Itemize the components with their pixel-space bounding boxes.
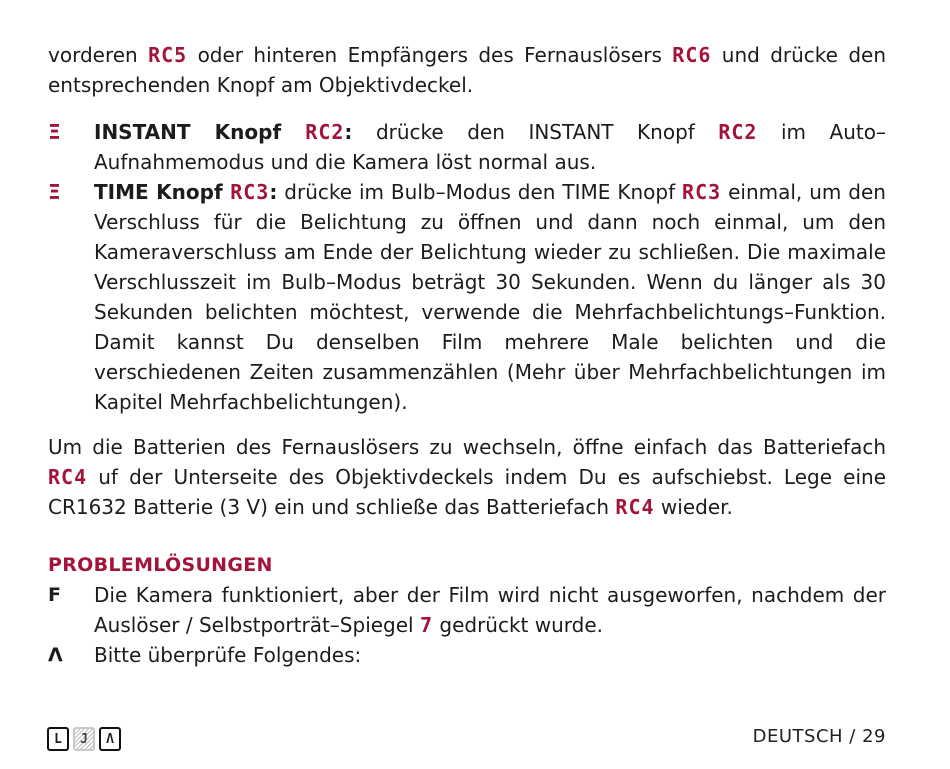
reference-marker: RC3 — [230, 180, 270, 204]
text-span: oder hinteren Empfängers des Fernauslösers — [187, 43, 673, 67]
section-heading: PROBLEMLÖSUNGEN — [48, 554, 273, 576]
logo-box-j: J — [73, 727, 95, 751]
text-span: Die Kamera funktioniert, aber der Film wird nicht ausgeworfen, nachdem der Auslöser / Selbstporträt–Spiegel — [94, 583, 886, 637]
battery-paragraph — [48, 432, 886, 522]
solution-symbol: Λ — [48, 644, 63, 666]
bullet-time — [48, 177, 886, 417]
text-span: einmal, um den Verschluss für die Belichtung zu öffnen und dann noch einmal, um den Kameraverschluss am Ende der Belichtung wieder zu schließen. Die maximale Verschlusszeit im Bulb–Modus beträgt 30 Sekunden. Wenn du länger als 30 Sekunden belichten möchtest, verwende die Mehrfachbelichtungs–Funktion. Damit kannst Du denselben Film mehrere Male belichten und die verschiedenen Zeiten zusammenzählen (Mehr über Mehrfachbelichtungen im Kapitel Mehrfachbelichtungen). — [94, 180, 886, 414]
problem-text — [94, 580, 886, 640]
text-span: drücke im Bulb–Modus den TIME Knopf — [277, 180, 683, 204]
reference-marker: RC4 — [48, 465, 88, 489]
colon: : — [269, 180, 278, 204]
manual-page — [48, 40, 886, 670]
text-span: und drücke den entsprechenden Knopf am Objektivdeckel. — [48, 43, 886, 97]
reference-marker: 7 — [419, 613, 434, 637]
bullet-icon: Ξ — [48, 120, 61, 144]
bullet-icon: Ξ — [48, 180, 61, 204]
text-span: drücke den INSTANT Knopf — [352, 120, 719, 144]
solution-item — [48, 640, 886, 670]
bullet-text — [94, 177, 886, 417]
solution-text: Bitte überprüfe Folgendes: — [94, 643, 362, 667]
text-span: Um die Batterien des Fernauslösers zu wechseln, öffne einfach das Batteriefach — [48, 435, 886, 459]
reference-marker: RC6 — [672, 43, 712, 67]
reference-marker: RC3 — [682, 180, 722, 204]
brand-logo — [47, 727, 121, 751]
logo-box-l: L — [47, 727, 69, 751]
text-span: uf der Unterseite des Objektivdeckels indem Du es aufschiebst. Lege eine CR1632 Batterie (3 V) ein und schließe das Batteriefach — [48, 465, 886, 519]
page-number: DEUTSCH / 29 — [752, 726, 886, 747]
reference-marker: RC5 — [148, 43, 188, 67]
problem-item — [48, 580, 886, 640]
text-span: vorderen — [48, 43, 149, 67]
reference-marker: RC2 — [718, 120, 758, 144]
bullet-text — [94, 117, 886, 177]
logo-box-lambda: Λ — [99, 727, 121, 751]
text-span: im Auto–Aufnahmemodus und die Kamera löst normal aus. — [94, 120, 886, 174]
bullet-label: INSTANT Knopf — [94, 120, 306, 144]
text-span: wieder. — [654, 495, 733, 519]
intro-paragraph — [48, 40, 886, 100]
reference-marker: RC4 — [615, 495, 655, 519]
bullet-instant — [48, 117, 886, 177]
bullet-label: TIME Knopf — [94, 180, 231, 204]
colon: : — [344, 120, 353, 144]
text-span: gedrückt wurde. — [433, 613, 604, 637]
reference-marker: RC2 — [305, 120, 345, 144]
problem-symbol: F — [48, 584, 61, 606]
